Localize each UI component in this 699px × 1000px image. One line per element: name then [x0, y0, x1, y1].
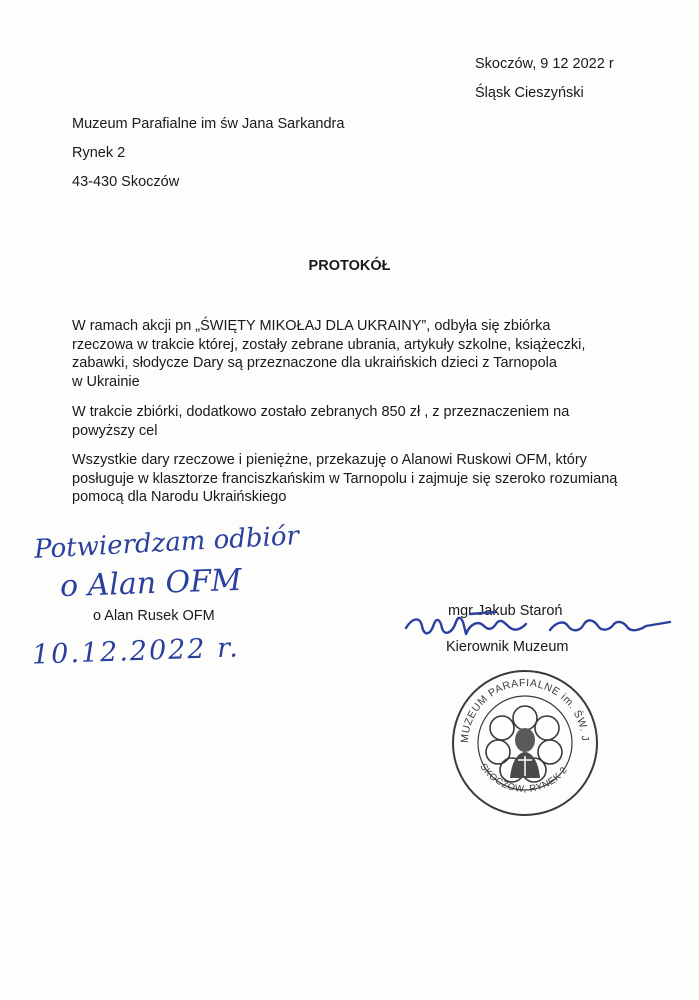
handwritten-date: 10.12.2022 r.: [31, 632, 241, 671]
handwritten-confirmation: Potwierdzam odbiór: [33, 521, 300, 565]
paragraph-line: rzeczowa w trakcie której, zostały zebrane ubrania, artykuły szkolne, książeczki,: [72, 336, 586, 353]
right-printed-name: mgr Jakub Staroń: [448, 603, 563, 619]
paragraph-line: zabawki, słodycze Dary są przeznaczone dla ukraińskich dzieci z Tarnopola: [72, 355, 557, 371]
director-signature: [400, 600, 680, 650]
museum-stamp: [445, 659, 600, 818]
region: Śląsk Cieszyński: [475, 85, 584, 101]
addressee-line-1: Muzeum Parafialne im św Jana Sarkandra: [72, 116, 345, 132]
paragraph-2: [72, 403, 672, 440]
document-title: PROTOKÓŁ: [308, 258, 391, 274]
paragraph-line: Wszystkie dary rzeczowe i pieniężne, przekazuję o Alanowi Ruskowi OFM, który: [72, 452, 587, 468]
paragraph-line: pomocą dla Narodu Ukraińskiego: [72, 489, 287, 505]
addressee-line-3: 43-430 Skoczów: [72, 174, 180, 190]
paragraph-line: W trakcie zbiórki, dodatkowo zostało zebranych 850 zł , z przeznaczeniem na: [72, 404, 570, 420]
paragraph-line: W ramach akcji pn „ŚWIĘTY MIKOŁAJ DLA UKRAINY”, odbyła się zbiórka: [72, 318, 551, 334]
paragraph-line: posługuje w klasztorze franciszkańskim w Tarnopolu i zajmuje się szeroko rozumianą: [72, 470, 618, 487]
paragraph-line: powyższy cel: [72, 422, 158, 439]
handwritten-name: o Alan OFM: [59, 562, 243, 605]
left-printed-name: o Alan Rusek OFM: [93, 608, 215, 624]
paragraph-line: w Ukrainie: [72, 373, 140, 390]
paragraph-1: [72, 317, 672, 391]
stamp-ring-text: MUZEUM PARAFIALNE im. ŚW. JANA SARKANDRA: [445, 659, 592, 744]
right-position: Kierownik Muzeum: [446, 639, 569, 655]
paragraph-3: [72, 451, 672, 507]
addressee-line-2: Rynek 2: [72, 145, 126, 161]
place-date: Skoczów, 9 12 2022 r: [475, 56, 614, 72]
stamp-bottom-text: SKOCZÓW, RYNEK 2: [477, 761, 570, 796]
